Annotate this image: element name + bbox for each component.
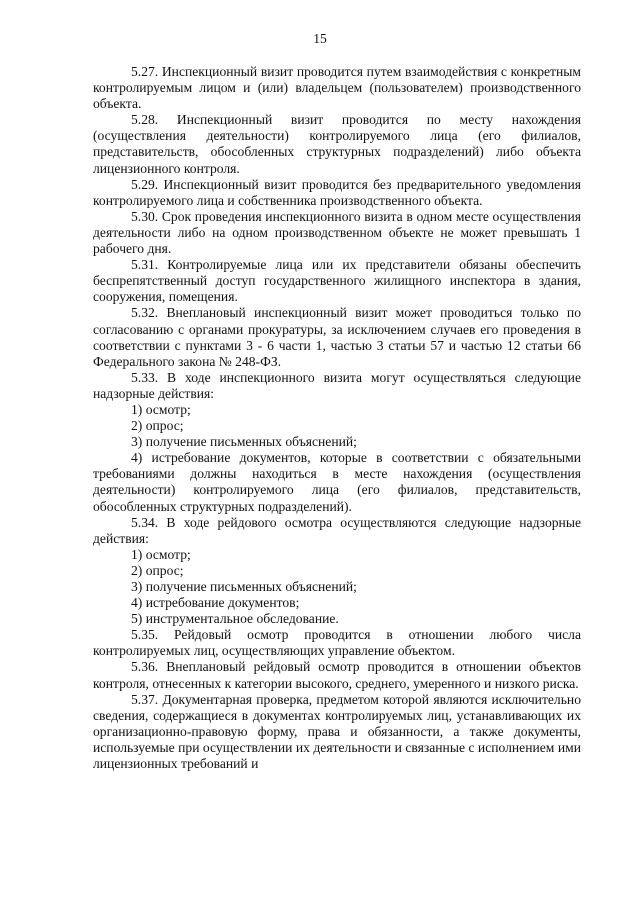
list-item: 3) получение письменных объяснений; [131, 434, 357, 450]
paragraph-5-34: 5.34. В ходе рейдового осмотра осуществляются следующие надзорные действия: [93, 514, 581, 546]
list-item: 1) осмотр; [131, 546, 191, 562]
paragraph-5-29: 5.29. Инспекционный визит проводится без предварительного уведомления контролируемого лица и собственника производственного объекта. [93, 176, 581, 208]
list-item: 5) инструментальное обследование. [131, 611, 339, 627]
document-body [93, 64, 581, 772]
list-item: 4) истребование документов; [131, 595, 300, 611]
list-item: 3) получение письменных объяснений; [131, 579, 357, 594]
page-number: 15 [313, 31, 327, 46]
paragraph-5-33: 5.33. В ходе инспекционного визита могут осуществляться следующие надзорные действия: [93, 369, 581, 401]
paragraph-5-37: 5.37. Документарная проверка, предметом которой являются исключительно сведения, содержащиеся в документах контролируемых лиц, устанавливающих их организационно-правовую форму, права и обязанности, а также документы, используемые при осуществлении их деятельности и связанные с исполнением ими лицензионных требований и [93, 691, 581, 772]
paragraph-5-30: 5.30. Срок проведения инспекционного визита в одном месте осуществления деятельности либо на одном производственном объекте не может превышать 1 рабочего дня. [93, 208, 581, 257]
list-item: 2) опрос; [131, 418, 184, 434]
paragraph-5-35: 5.35. Рейдовый осмотр проводится в отношении любого числа контролируемых лиц, осуществляющих управление объектом. [93, 627, 581, 659]
paragraph-5-31: 5.31. Контролируемые лица или их представители обязаны обеспечить беспрепятственный доступ государственного жилищного инспектора в здания, сооружения, помещения. [93, 257, 581, 305]
paragraph-5-27: 5.27. Инспекционный визит проводится путем взаимодействия с конкретным контролируемым лицом и (или) владельцем (пользователем) производственного объекта. [93, 64, 581, 112]
list-item: 2) опрос; [131, 562, 184, 578]
list-item: 4) истребование документов, которые в соответствии с обязательными требованиями должны находиться в месте нахождения (осуществления деятельности) контролируемого лица (его филиалов, представительств, обособленных структурных подразделений). [93, 450, 581, 514]
list-item: 1) осмотр; [131, 401, 191, 417]
paragraph-5-36: 5.36. Внеплановый рейдовый осмотр проводится в отношении объектов контроля, отнесенных к категории высокого, среднего, умеренного и низкого риска. [93, 659, 581, 691]
paragraph-5-32: 5.32. Внеплановый инспекционный визит может проводиться только по согласованию с органами прокуратуры, за исключением случаев его проведения в соответствии с пунктами 3 - 6 части 1, частью 3 статьи 57 и частью 12 статьи 66 Федерального закона № 248-ФЗ. [93, 305, 581, 369]
paragraph-5-28: 5.28. Инспекционный визит проводится по месту нахождения (осуществления деятельности) контролируемого лица (его филиалов, представительств, обособленных структурных подразделений) либо объекта лицензионного контроля. [93, 112, 581, 176]
